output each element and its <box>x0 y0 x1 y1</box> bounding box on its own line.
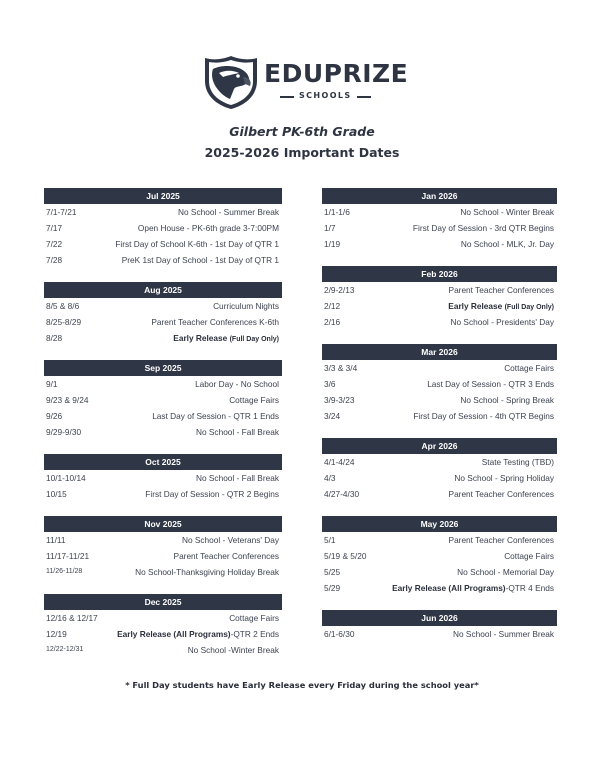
event-row <box>44 532 282 548</box>
event-description <box>213 298 279 314</box>
event-row <box>322 548 557 564</box>
event-description <box>196 470 279 486</box>
event-row <box>322 392 557 408</box>
event-date: 5/19 & 5/20 <box>324 551 367 561</box>
event-description <box>392 580 554 596</box>
event-date: 8/25-8/29 <box>46 317 82 327</box>
event-description <box>151 314 279 330</box>
event-row <box>322 376 557 392</box>
month-section <box>322 266 557 330</box>
event-date: 10/1-10/14 <box>46 473 86 483</box>
event-description <box>449 282 554 298</box>
event-description <box>229 610 279 626</box>
event-text: Parent Teacher Conferences <box>448 285 554 295</box>
event-date: 7/28 <box>46 255 63 265</box>
event-date: 8/5 & 8/6 <box>46 301 80 311</box>
event-row <box>44 314 282 330</box>
event-note: (Full Day Only) <box>229 336 279 343</box>
event-text: First Day of School K-6th - 1st Day of QTR 1 <box>115 239 279 249</box>
event-text: No School - MLK, Jr. Day <box>460 239 554 249</box>
page-subtitle: 2025-2026 Important Dates <box>204 145 400 160</box>
event-bold-text: Early Release (All Programs) <box>392 583 506 593</box>
month-header: Nov 2025 <box>44 516 282 532</box>
event-row <box>44 548 282 564</box>
event-text: Labor Day - No School <box>195 379 279 389</box>
month-section <box>44 454 282 502</box>
event-description <box>504 360 554 376</box>
month-section <box>44 282 282 346</box>
event-date: 3/9-3/23 <box>324 395 355 405</box>
event-date: 6/1-6/30 <box>324 629 355 639</box>
event-date: 9/1 <box>46 379 58 389</box>
event-row <box>44 408 282 424</box>
event-text: No School - Winter Break <box>460 207 554 217</box>
event-text: No School - Memorial Day <box>457 567 554 577</box>
event-date: 12/22-12/31 <box>46 646 84 653</box>
month-header: Jun 2026 <box>322 610 557 626</box>
event-description <box>182 532 279 548</box>
event-row <box>322 408 557 424</box>
event-description <box>229 392 279 408</box>
event-text: No School -Winter Break <box>187 645 279 655</box>
month-section <box>322 438 557 502</box>
event-text: Cottage Fairs <box>504 551 554 561</box>
event-date: 8/28 <box>46 333 63 343</box>
event-row <box>44 330 282 346</box>
event-text: Last Day of Session - QTR 1 Ends <box>152 411 279 421</box>
month-header: Sep 2025 <box>44 360 282 376</box>
event-date: 2/12 <box>324 301 341 311</box>
event-date: 3/6 <box>324 379 336 389</box>
event-date: 11/11 <box>46 535 66 545</box>
event-text: No School-Thanksgiving Holiday Break <box>135 567 279 577</box>
event-row <box>322 298 557 314</box>
eduprize-logo <box>203 55 413 110</box>
event-date: 9/29-9/30 <box>46 427 82 437</box>
event-description <box>460 392 554 408</box>
event-text: PreK 1st Day of School - 1st Day of QTR 1 <box>121 255 279 265</box>
event-date: 4/27-4/30 <box>324 489 360 499</box>
event-text: No School - Veterans' Day <box>181 535 279 545</box>
event-text: Parent Teacher Conferences <box>173 551 279 561</box>
event-text: No School - Presidents' Day <box>450 317 554 327</box>
event-text: No School - Summer Break <box>178 207 279 217</box>
event-date: 5/1 <box>324 535 336 545</box>
brand-subtitle: SCHOOLS <box>299 91 352 100</box>
event-row <box>44 220 282 236</box>
event-row <box>44 236 282 252</box>
event-row <box>44 486 282 502</box>
event-date: 7/1-7/21 <box>46 207 77 217</box>
event-date: 4/3 <box>324 473 336 483</box>
event-row <box>44 252 282 268</box>
month-header: Apr 2026 <box>322 438 557 454</box>
event-date: 3/3 & 3/4 <box>324 363 358 373</box>
month-header: Jan 2026 <box>322 188 557 204</box>
event-row <box>322 314 557 330</box>
event-note: (Full Day Only) <box>504 304 554 311</box>
event-date: 12/16 & 12/17 <box>46 613 98 623</box>
event-description <box>145 486 279 502</box>
event-text: First Day of Session - 3rd QTR Begins <box>412 223 554 233</box>
event-text: No School - Spring Holiday <box>454 473 554 483</box>
event-description <box>195 376 279 392</box>
event-row <box>322 282 557 298</box>
event-description <box>449 532 554 548</box>
brand-name: EDUPRIZE <box>264 59 409 88</box>
month-section <box>322 344 557 424</box>
event-bold-text: Early Release <box>448 301 503 311</box>
event-row <box>322 236 557 252</box>
event-text: Parent Teacher Conferences <box>448 535 554 545</box>
event-description <box>460 204 554 220</box>
month-section <box>44 594 282 658</box>
event-description <box>413 408 554 424</box>
event-row <box>44 470 282 486</box>
event-row <box>322 626 557 642</box>
event-text: Open House - PK-6th grade 3-7:00PM <box>137 223 279 233</box>
event-row <box>322 564 557 580</box>
event-description <box>138 220 279 236</box>
event-description <box>453 626 554 642</box>
event-row <box>322 454 557 470</box>
event-text: First Day of Session - QTR 2 Begins <box>145 489 279 499</box>
eagle-shield-icon <box>203 55 259 110</box>
event-row <box>322 486 557 502</box>
event-row <box>322 470 557 486</box>
event-date: 1/1-1/6 <box>324 207 350 217</box>
event-row <box>322 532 557 548</box>
event-date: 2/9-2/13 <box>324 285 355 295</box>
event-description <box>504 548 554 564</box>
event-description <box>173 330 279 348</box>
event-date: 10/15 <box>46 489 67 499</box>
event-text: Cottage Fairs <box>504 363 554 373</box>
footer-note: * Full Day students have Early Release every Friday during the school year* <box>125 680 479 690</box>
month-section <box>44 360 282 440</box>
event-text: No School - Spring Break <box>460 395 554 405</box>
event-date: 2/16 <box>324 317 341 327</box>
event-date: 1/7 <box>324 223 336 233</box>
event-description <box>482 454 554 470</box>
month-header: Aug 2025 <box>44 282 282 298</box>
event-text: State Testing (TBD) <box>481 457 554 467</box>
event-date: 9/23 & 9/24 <box>46 395 89 405</box>
left-column <box>44 188 282 672</box>
event-date: 7/22 <box>46 239 63 249</box>
event-row <box>44 626 282 642</box>
event-date: 12/19 <box>46 629 67 639</box>
event-text: Curriculum Nights <box>213 301 279 311</box>
event-description <box>117 626 279 642</box>
event-text: No School - Summer Break <box>453 629 554 639</box>
event-date: 4/1-4/24 <box>324 457 355 467</box>
event-date: 3/24 <box>324 411 341 421</box>
event-description <box>174 548 279 564</box>
month-header: Jul 2025 <box>44 188 282 204</box>
event-row <box>322 204 557 220</box>
event-description <box>115 236 279 252</box>
event-description <box>178 204 279 220</box>
event-description <box>413 220 554 236</box>
event-row <box>44 204 282 220</box>
event-date: 1/19 <box>324 239 341 249</box>
event-text: Cottage Fairs <box>229 395 279 405</box>
month-section <box>322 516 557 596</box>
event-description <box>454 470 554 486</box>
event-row <box>44 642 282 658</box>
month-section <box>44 188 282 268</box>
event-bold-text: Early Release (All Programs) <box>117 629 231 639</box>
month-header: Feb 2026 <box>322 266 557 282</box>
event-row <box>44 610 282 626</box>
event-bold-text: Early Release <box>173 333 228 343</box>
month-section <box>322 610 557 642</box>
event-description <box>461 236 554 252</box>
event-description <box>122 252 279 268</box>
event-description <box>427 376 554 392</box>
page-title: Gilbert PK-6th Grade <box>229 124 375 139</box>
event-description <box>135 564 279 580</box>
month-section <box>322 188 557 252</box>
event-date: 5/25 <box>324 567 341 577</box>
event-row <box>44 376 282 392</box>
event-description <box>451 314 555 330</box>
event-text: Parent Teacher Conferences K-6th <box>151 317 279 327</box>
event-text: First Day of Session - 4th QTR Begins <box>413 411 554 421</box>
event-date: 5/29 <box>324 583 341 593</box>
event-row <box>322 220 557 236</box>
event-text: Cottage Fairs <box>229 613 279 623</box>
event-text: Parent Teacher Conferences <box>448 489 554 499</box>
event-description <box>188 642 279 658</box>
event-description <box>457 564 554 580</box>
event-row <box>44 392 282 408</box>
event-row <box>44 564 282 580</box>
event-text: Last Day of Session - QTR 3 Ends <box>427 379 554 389</box>
event-row <box>322 580 557 596</box>
event-date: 7/17 <box>46 223 63 233</box>
month-header: Dec 2025 <box>44 594 282 610</box>
event-row <box>44 298 282 314</box>
month-header: Oct 2025 <box>44 454 282 470</box>
event-date: 11/17-11/21 <box>46 551 90 561</box>
event-description <box>196 424 279 440</box>
event-text: -QTR 4 Ends <box>505 583 554 593</box>
month-header: Mar 2026 <box>322 344 557 360</box>
event-text: No School - Fall Break <box>195 427 279 437</box>
event-date: 9/26 <box>46 411 63 421</box>
event-text: No School - Fall Break <box>195 473 279 483</box>
event-description <box>449 486 554 502</box>
event-text: -QTR 2 Ends <box>230 629 279 639</box>
event-description <box>152 408 279 424</box>
right-column <box>322 188 557 656</box>
event-date: 11/26-11/28 <box>46 568 83 575</box>
month-header: May 2026 <box>322 516 557 532</box>
event-row <box>322 360 557 376</box>
month-section <box>44 516 282 580</box>
event-row <box>44 424 282 440</box>
